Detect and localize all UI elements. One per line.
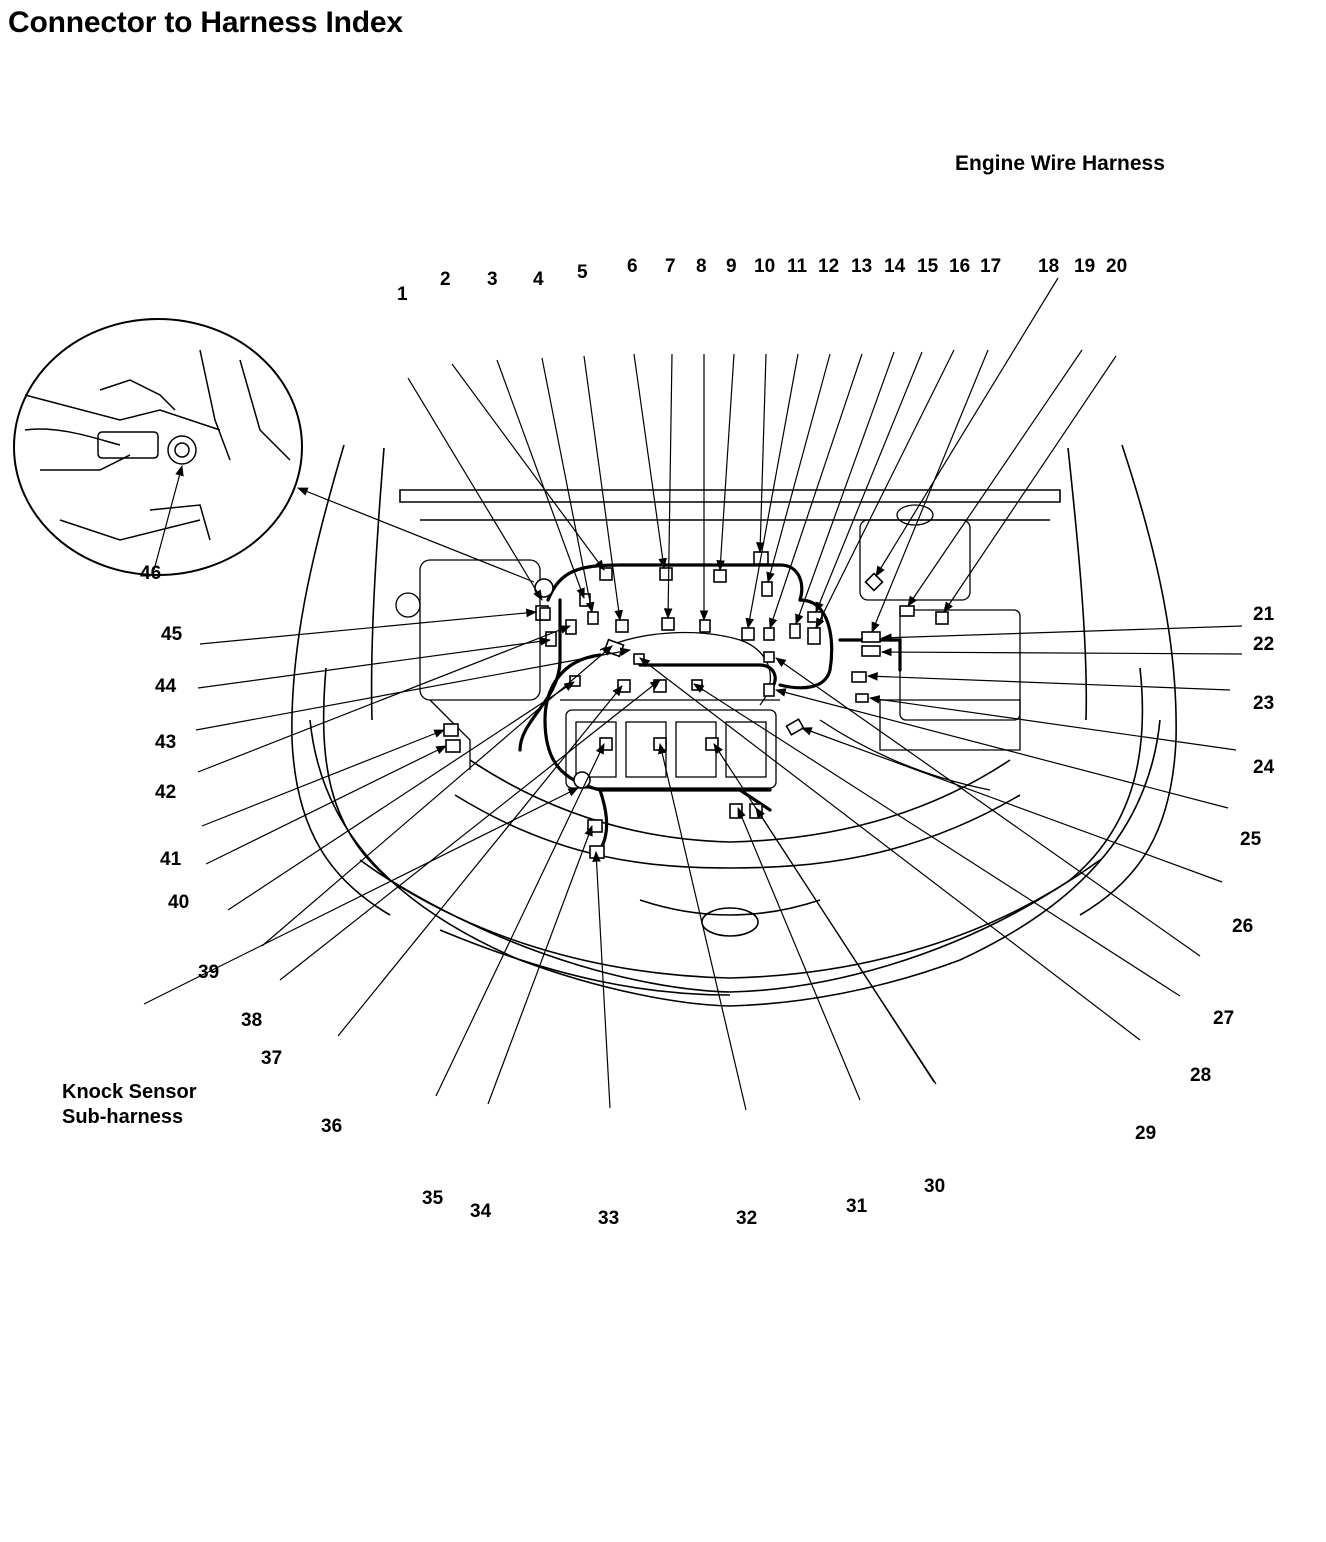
- connector-6: [660, 568, 672, 580]
- callout-44: 44: [155, 676, 177, 697]
- callout-22: 22: [1253, 634, 1275, 655]
- page-title: Connector to Harness Index: [8, 6, 403, 39]
- callout-16: 16: [949, 256, 971, 277]
- connector-13: [764, 628, 774, 640]
- callout-17: 17: [980, 256, 1002, 277]
- callout-8: 8: [696, 256, 707, 277]
- connector-8: [700, 620, 710, 632]
- connector-24: [786, 719, 803, 735]
- callout-33: 33: [598, 1208, 620, 1229]
- detail-inset: [14, 319, 302, 575]
- vehicle-body-outline: [292, 445, 1176, 1006]
- callout-35: 35: [422, 1188, 444, 1209]
- connector-4: [588, 612, 598, 624]
- callout-27: 27: [1213, 1008, 1235, 1029]
- connector-30: [750, 804, 762, 818]
- callout-9: 9: [726, 256, 737, 277]
- connector-17: [862, 632, 880, 642]
- sub-harness-label-line2: Sub-harness: [62, 1106, 184, 1128]
- callout-13: 13: [851, 256, 873, 277]
- engine-wire-harness-label: Engine Wire Harness: [955, 152, 1165, 175]
- connector-19: [900, 606, 914, 616]
- callout-10: 10: [754, 256, 776, 277]
- callout-4: 4: [533, 269, 544, 290]
- callout-5: 5: [577, 262, 588, 283]
- callout-39: 39: [198, 962, 220, 983]
- callout-19: 19: [1074, 256, 1096, 277]
- callout-11: 11: [787, 256, 808, 277]
- connector-18: [866, 574, 883, 591]
- callout-46: 46: [140, 563, 162, 584]
- callout-7: 7: [665, 256, 676, 277]
- callout-36: 36: [321, 1116, 343, 1137]
- callout-1: 1: [397, 284, 408, 305]
- connector-21: [862, 646, 880, 656]
- connector-37: [654, 680, 666, 692]
- callout-2: 2: [440, 269, 451, 290]
- callout-34: 34: [470, 1201, 492, 1222]
- callout-41: 41: [160, 849, 182, 870]
- connector-25: [764, 684, 774, 696]
- callout-3: 3: [487, 269, 498, 290]
- connector-44: [540, 608, 550, 620]
- callout-37: 37: [261, 1048, 283, 1069]
- callout-43: 43: [155, 732, 177, 753]
- callout-25: 25: [1240, 829, 1262, 850]
- callout-26: 26: [1232, 916, 1254, 937]
- connector-33: [590, 846, 604, 858]
- connector-5: [616, 620, 628, 632]
- callout-31: 31: [846, 1196, 868, 1217]
- connector-22: [852, 672, 866, 682]
- connector-31: [730, 804, 742, 818]
- callout-24: 24: [1253, 757, 1275, 778]
- callout-6: 6: [627, 256, 638, 277]
- connector-20: [936, 612, 948, 624]
- connector-23: [856, 694, 868, 702]
- connector-2: [600, 568, 612, 580]
- connector-9: [714, 570, 726, 582]
- callout-40: 40: [168, 892, 190, 913]
- callout-29: 29: [1135, 1123, 1157, 1144]
- connector-12: [762, 582, 772, 596]
- connector-14: [790, 624, 800, 638]
- callout-12: 12: [818, 256, 840, 277]
- callout-21: 21: [1253, 604, 1275, 625]
- callout-42: 42: [155, 782, 177, 803]
- ground-terminal-knock: [574, 772, 590, 788]
- connector-7: [662, 618, 674, 630]
- leader-lines: [144, 278, 1242, 1110]
- callout-38: 38: [241, 1010, 263, 1031]
- connector-16: [808, 628, 820, 644]
- callout-45: 45: [161, 624, 183, 645]
- connector-28: [634, 654, 644, 664]
- callout-23: 23: [1253, 693, 1275, 714]
- callout-14: 14: [884, 256, 906, 277]
- callout-32: 32: [736, 1208, 758, 1229]
- connector-40: [446, 740, 460, 752]
- ground-terminal-45: [535, 579, 553, 597]
- callout-28: 28: [1190, 1065, 1212, 1086]
- connector-11: [742, 628, 754, 640]
- connector-36: [618, 680, 630, 692]
- callout-30: 30: [924, 1176, 946, 1197]
- callout-15: 15: [917, 256, 939, 277]
- connector-26: [764, 652, 774, 662]
- connector-41: [444, 724, 458, 736]
- callout-20: 20: [1106, 256, 1128, 277]
- callout-18: 18: [1038, 256, 1060, 277]
- sub-harness-label-line1: Knock Sensor: [62, 1081, 197, 1103]
